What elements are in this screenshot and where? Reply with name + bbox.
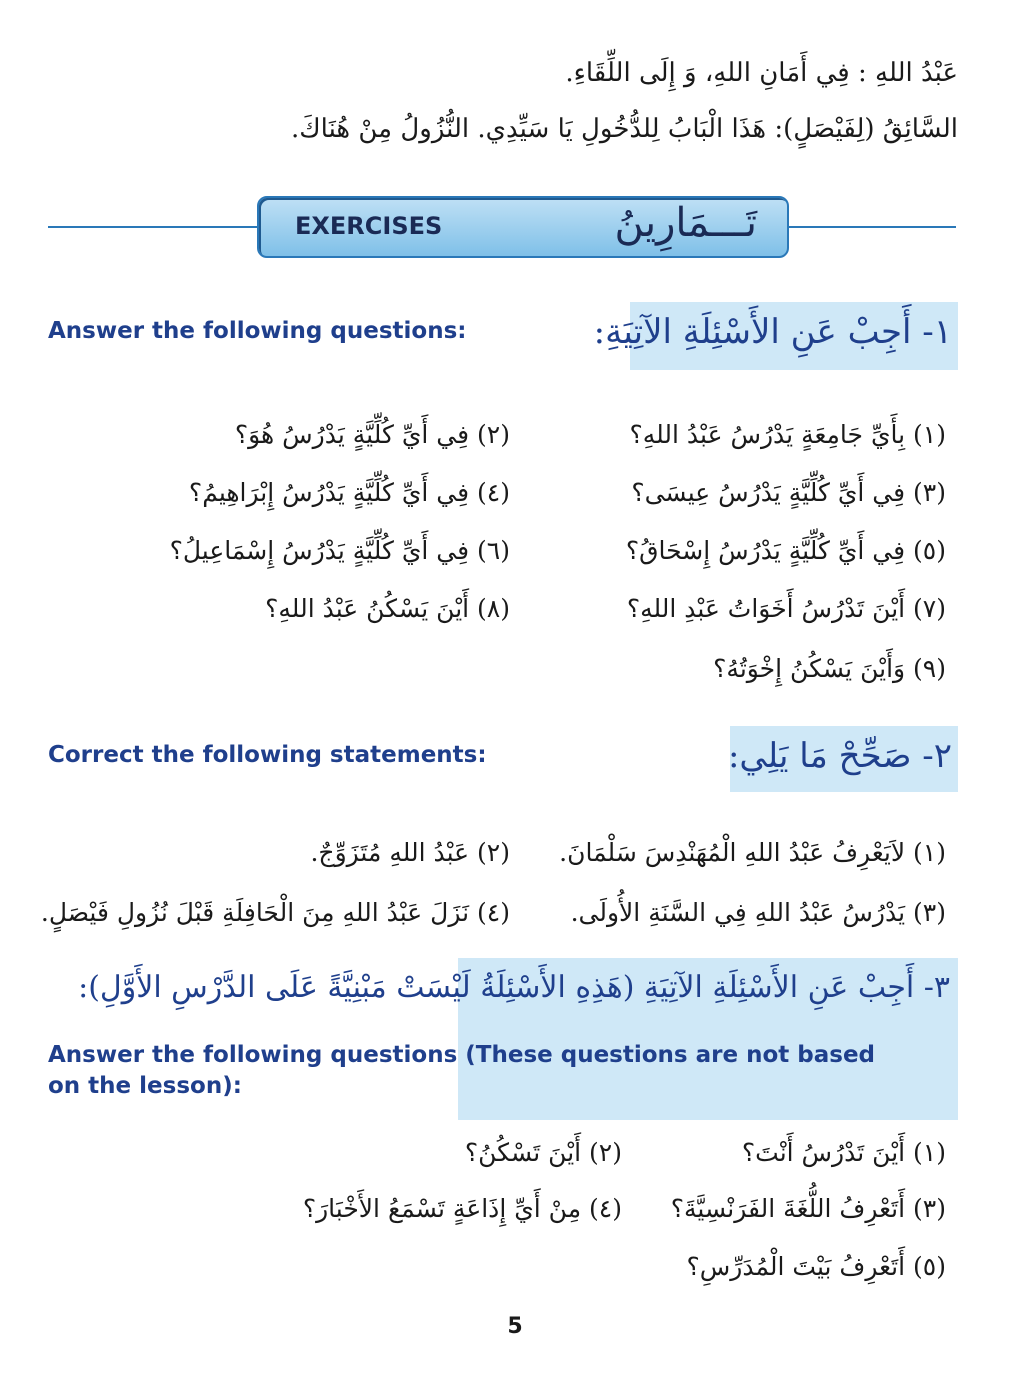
s2-statement-4: (٤) نَزَلَ عَبْدُ اللهِ مِنَ الْحَافِلَةِ قَبْلَ نُزُولِ فَيْصَلٍ. xyxy=(40,898,510,927)
s1-question-6: (٦) فِي أَيِّ كُلِّيَّةٍ يَدْرُسُ إِسْمَاعِيلُ؟ xyxy=(169,536,510,565)
page-number: 5 xyxy=(507,1314,523,1339)
s1-question-4: (٤) فِي أَيِّ كُلِّيَّةٍ يَدْرُسُ إِبْرَاهِيمُ؟ xyxy=(188,478,510,507)
s3-question-2: (٢) أَيْنَ تَسْكُنُ؟ xyxy=(464,1138,622,1167)
s1-question-7: (٧) أَيْنَ تَدْرُسُ أَخَوَاتُ عَبْدِ اللهِ؟ xyxy=(626,594,946,623)
s2-statement-3: (٣) يَدْرُسُ عَبْدُ اللهِ فِي السَّنَةِ الأُولَى. xyxy=(570,898,946,927)
section-2-title-ar: ٢- صَحِّحْ مَا يَلِي: xyxy=(727,736,952,776)
exercises-banner xyxy=(257,196,789,258)
s3-question-4: (٤) مِنْ أَيِّ إِذَاعَةٍ تَسْمَعُ الأَخْبَارَ؟ xyxy=(302,1194,622,1223)
s1-question-9: (٩) وَأَيْنَ يَسْكُنُ إِخْوَتُهُ؟ xyxy=(713,654,946,683)
dialog-line-1: عَبْدُ اللهِ : فِي أَمَانِ اللهِ، وَ إِلَى اللِّقَاءِ. xyxy=(565,58,958,88)
banner-rule-right xyxy=(784,226,956,228)
s2-statement-1: (١) لاَيَعْرِفُ عَبْدُ اللهِ الْمُهَنْدِسَ سَلْمَانَ. xyxy=(559,838,946,867)
section-2-header xyxy=(727,726,958,792)
s3-question-3: (٣) أَتَعْرِفُ اللُّغَةَ الفَرَنْسِيَّةَ؟ xyxy=(670,1194,946,1223)
s1-question-5: (٥) فِي أَيِّ كُلِّيَّةٍ يَدْرُسُ إِسْحَاقُ؟ xyxy=(625,536,946,565)
section-1-title-en: Answer the following questions: xyxy=(48,318,467,344)
banner-title-ar: تَـــمَارِينُ xyxy=(614,200,757,246)
section-1-title-ar: ١- أَجِبْ عَنِ الأَسْئِلَةِ الآتِيَةِ: xyxy=(593,312,952,352)
s3-question-5: (٥) أَتَعْرِفُ بَيْتَ الْمُدَرِّسِ؟ xyxy=(686,1252,946,1281)
banner-title-en: EXERCISES xyxy=(295,212,443,240)
banner-rule-left xyxy=(48,226,258,228)
section-1-header xyxy=(593,302,958,370)
section-2-title-en: Correct the following statements: xyxy=(48,742,487,768)
s1-question-3: (٣) فِي أَيِّ كُلِّيَّةٍ يَدْرُسُ عِيسَى؟ xyxy=(631,478,946,507)
dialog-line-2: السَّائِقُ (لِفَيْصَلٍ): هَذَا الْبَابُ لِلدُّخُولِ يَا سَيِّدِي. النُّزُولُ مِنْ هُنَاكَ. xyxy=(290,114,958,144)
section-3-title-en: Answer the following questions (These questions are not based on the lesson): xyxy=(48,1042,876,1099)
s1-question-8: (٨) أَيْنَ يَسْكُنُ عَبْدُ اللهِ؟ xyxy=(265,594,510,623)
s2-statement-2: (٢) عَبْدُ اللهِ مُتَزَوِّجٌ. xyxy=(310,838,510,867)
s3-question-1: (١) أَيْنَ تَدْرُسُ أَنْتَ؟ xyxy=(741,1138,946,1167)
section-3-title-ar: ٣- أَجِبْ عَنِ الأَسْئِلَةِ الآتِيَةِ (هَذِهِ الأَسْئِلَةُ لَيْسَتْ مَبْنِيَّةً عَلَى الدَّرْسِ الأَوَّلِ): xyxy=(78,970,950,1005)
s1-question-2: (٢) فِي أَيِّ كُلِّيَّةٍ يَدْرُسُ هُوَ؟ xyxy=(234,420,510,449)
s1-question-1: (١) بِأَيِّ جَامِعَةٍ يَدْرُسُ عَبْدُ اللهِ؟ xyxy=(629,420,946,449)
